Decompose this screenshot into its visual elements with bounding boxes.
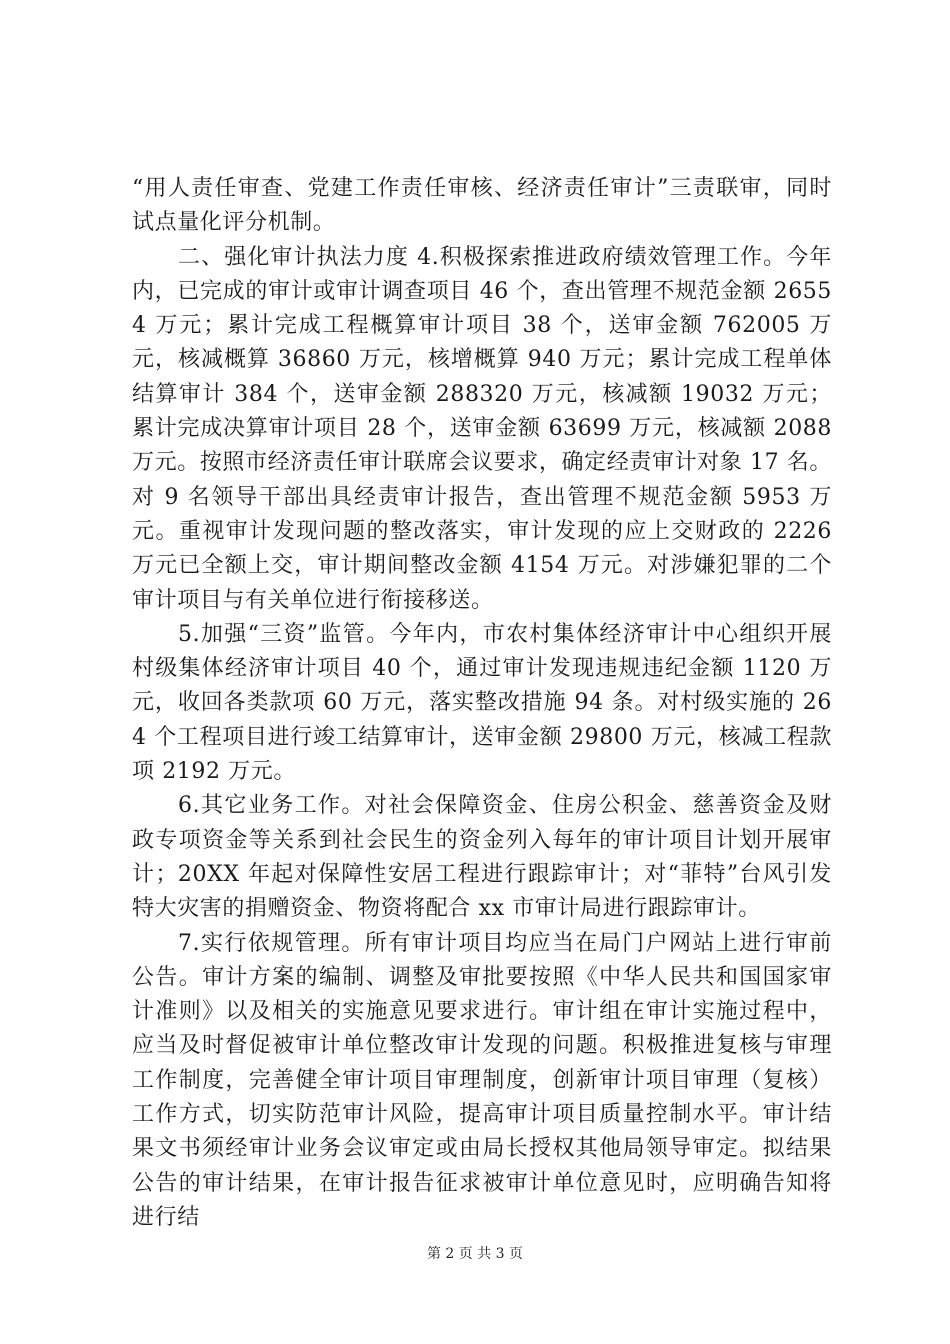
paragraph-other-work: 6.其它业务工作。对社会保障资金、住房公积金、慈善资金及财政专项资金等关系到社会民生的资金列入每年的审计项目计划开展审计；20XX 年起对保障性安居工程进行跟踪审计；对“菲特”台风引发特大灾害的捐赠资金、物资将配合 xx 市审计局进行跟踪审计。 [132, 793, 832, 922]
paragraph-three-assets: 5.加强“三资”监管。今年内，市农村集体经济审计中心组织开展村级集体经济审计项目 40 个，通过审计发现违规违纪金额 1120 万元，收回各类款项 60 万元，落实整改措施 94 条。对村级实施的 264 个工程项目进行竣工结算审计，送审金额 29800 万元，核减工程款项 2192 万元。 [132, 621, 832, 785]
paragraph-continuation: “用人责任审查、党建工作责任审核、经济责任审计”三责联审，同时试点量化评分机制。 [132, 176, 832, 236]
paragraph-compliance-management: 7.实行依规管理。所有审计项目均应当在局门户网站上进行审前公告。审计方案的编制、调整及审批要按照《中华人民共和国国家审计准则》以及相关的实施意见要求进行。审计组在审计实施过程中，应当及时督促被审计单位整改审计发现的问题。积极推进复核与审理工作制度，完善健全审计项目审理制度，创新审计项目审理（复核）工作方式，切实防范审计风险，提高审计项目质量控制水平。审计结果文书须经审计业务会议审定或由局长授权其他局领导审定。拟结果公告的审计结果，在审计报告征求被审计单位意见时，应明确告知将进行结 [132, 930, 832, 1230]
document-body [132, 172, 832, 1235]
paragraph-enforcement: 二、强化审计执法力度 4.积极探索推进政府绩效管理工作。今年内，已完成的审计或审计调查项目 46 个，查出管理不规范金额 26554 万元；累计完成工程概算审计项目 38 个，送审金额 762005 万元，核减概算 36860 万元，核增概算 940 万元；累计完成工程单体结算审计 384 个，送审金额 288320 万元，核减额 19032 万元；累计完成决算审计项目 28 个，送审金额 63699 万元，核减额 2088 万元。按照市经济责任审计联席会议要求，确定经责审计对象 17 名。对 9 名领导干部出具经责审计报告，查出管理不规范金额 5953 万元。重视审计发现问题的整改落实，审计发现的应上交财政的 2226 万元已全额上交，审计期间整改金额 4154 万元。对涉嫌犯罪的二个审计项目与有关单位进行衔接移送。 [132, 244, 832, 613]
page-number-footer: 第 2 页 共 3 页 [426, 1246, 524, 1262]
